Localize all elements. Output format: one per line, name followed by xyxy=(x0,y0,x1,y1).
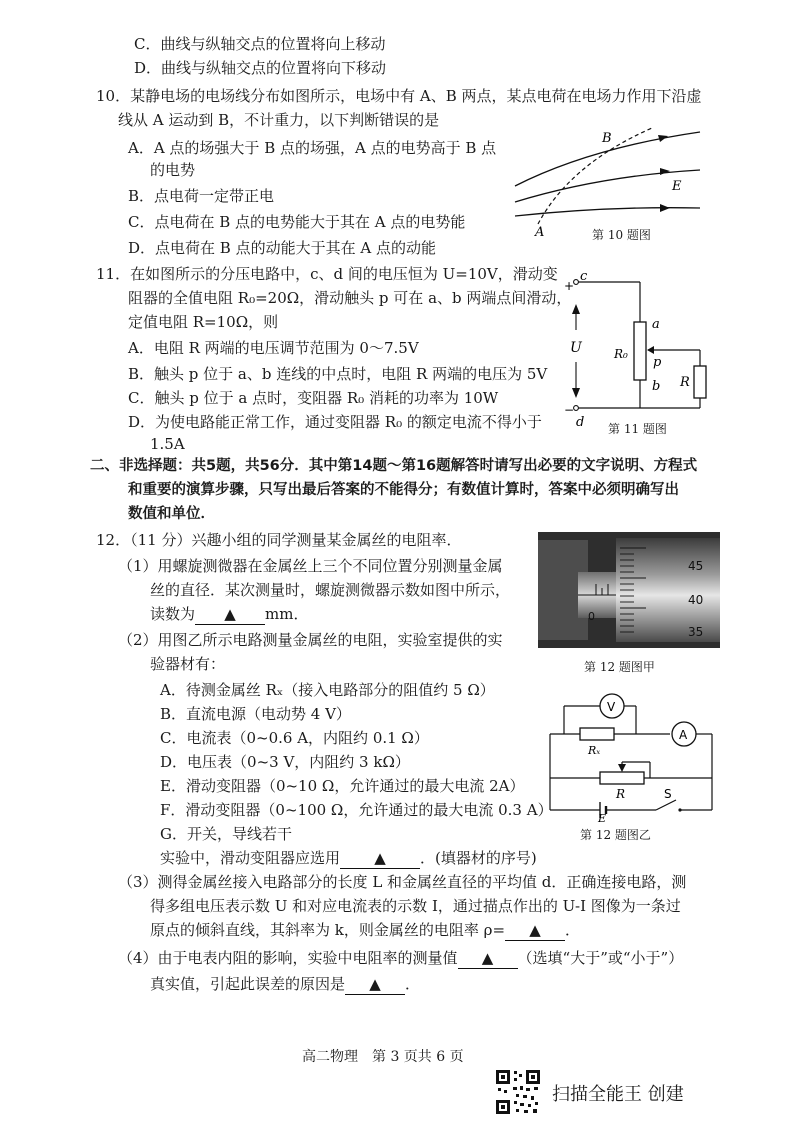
q11-label-p: p xyxy=(653,355,662,370)
slider-arrow-icon xyxy=(647,346,654,354)
arrow-up-icon xyxy=(572,304,580,314)
q12-part3-2: 得多组电压表示数 U 和对应电流表的示数 I，通过描点作出的 U-I 图像为一条过 xyxy=(150,897,681,915)
q10-option-b: B．点电荷一定带正电 xyxy=(128,187,275,205)
q10-option-a-1: A．A 点的场强大于 B 点的场强，A 点的电势高于 B 点 xyxy=(128,139,497,157)
q11-plus: + xyxy=(564,279,575,293)
option-c: C．曲线与纵轴交点的位置将向上移动 xyxy=(134,35,386,53)
section2-line-3: 数值和单位． xyxy=(128,506,215,522)
q12-label-e: E xyxy=(598,812,607,822)
q10-caption: 第 10 题图 xyxy=(592,228,651,242)
q11-label-u: U xyxy=(570,340,582,356)
page-footer: 高二物理 第 3 页共 6 页 xyxy=(302,1049,464,1065)
arrow-icon xyxy=(658,135,668,142)
q10-label-b: B xyxy=(602,131,612,146)
arrow-icon xyxy=(660,204,670,212)
q10-stem-2: 线从 A 运动到 B，不计重力，以下判断错误的是 xyxy=(118,111,440,129)
q10-field-figure xyxy=(510,124,710,242)
q12-label-rx: Rₓ xyxy=(588,744,601,757)
q12-part2-1: （2）用图乙所示电路测量金属丝的电阻，实验室提供的实 xyxy=(118,631,503,649)
equipment-item: B．直流电源（电动势 4 V） xyxy=(160,705,351,723)
q12-part2-end-a: 实验中，滑动变阻器应选用 xyxy=(160,849,341,867)
scanner-watermark: 扫描全能王 创建 xyxy=(552,1084,684,1105)
q11-label-r: R xyxy=(680,375,690,390)
q12-part3-3 xyxy=(150,920,580,941)
equipment-item: D．电压表（0~3 V，内阻约 3 kΩ） xyxy=(160,753,410,771)
q12-label-r: R xyxy=(616,787,626,801)
qr-code-icon xyxy=(494,1068,542,1116)
q12-part1-3a: 读数为 xyxy=(150,605,196,623)
q12-part1-3 xyxy=(150,604,308,625)
answer-blank-5[interactable]: ▲ xyxy=(345,974,405,995)
q12-stem: 12．（11 分）兴趣小组的同学测量某金属丝的电阻率． xyxy=(96,531,462,549)
answer-blank-2[interactable]: ▲ xyxy=(340,848,420,869)
q11-label-b: b xyxy=(652,379,661,394)
q10-stem-1: 10．某静电场的电场线分布如图所示，电场中有 A、B 两点，某点电荷在电场力作用下沿虚 xyxy=(96,87,702,105)
section2-line-1: 二、非选择题：共5题，共56分．其中第14题～第16题解答时请写出必要的文字说明、方程式 xyxy=(90,458,698,474)
q12-part4-2b: ． xyxy=(405,975,421,993)
q11-caption: 第 11 题图 xyxy=(608,422,667,436)
q12-fig-jia-caption: 第 12 题图甲 xyxy=(584,660,655,674)
answer-blank-4[interactable]: ▲ xyxy=(458,948,518,969)
q11-option-d-2: 1.5A xyxy=(150,435,185,453)
q12-part4-2a: 真实值，引起此误差的原因是 xyxy=(150,975,346,993)
q10-option-c: C．点电荷在 B 点的电势能大于其在 A 点的电势能 xyxy=(128,213,466,231)
q11-label-d: d xyxy=(576,415,585,428)
ammeter-icon: A xyxy=(679,728,688,742)
q11-stem-3: 定值电阻 R=10Ω，则 xyxy=(128,313,279,331)
q12-part4-1b: （选填“大于”或“小于”） xyxy=(517,949,684,967)
q12-part4-2 xyxy=(150,974,420,995)
slider-arrow-icon xyxy=(618,764,626,772)
q10-option-a-2: 的电势 xyxy=(150,161,196,179)
equipment-item: A．待测金属丝 Rₓ（接入电路部分的阻值约 5 Ω） xyxy=(160,681,495,699)
q11-minus: − xyxy=(564,403,575,417)
q11-option-b: B．触头 p 位于 a、b 连线的中点时，电阻 R 两端的电压为 5V xyxy=(128,365,548,383)
arrow-down-icon xyxy=(572,388,580,398)
q12-part3-3a: 原点的倾斜直线，其斜率为 k，则金属丝的电阻率 ρ= xyxy=(150,921,506,939)
q12-part1-3b: mm． xyxy=(265,605,309,623)
q12-part4-1a: （4）由于电表内阻的影响，实验中电阻率的测量值 xyxy=(118,949,458,967)
q12-fig-yi-caption: 第 12 题图乙 xyxy=(580,828,651,842)
voltmeter-icon: V xyxy=(607,700,616,714)
equipment-item: E．滑动变阻器（0~10 Ω，允许通过的最大电流 2A） xyxy=(160,777,525,795)
micrometer-mark-45: 45 xyxy=(688,559,704,573)
micrometer-photo xyxy=(538,532,720,648)
q11-stem-1: 11．在如图所示的分压电路中，c、d 间的电压恒为 U=10V，滑动变 xyxy=(96,265,558,283)
q11-stem-2: 阻器的全值电阻 R₀=20Ω，滑动触头 p 可在 a、b 两端点间滑动， xyxy=(128,289,572,307)
equipment-item: C．电流表（0~0.6 A，内阻约 0.1 Ω） xyxy=(160,729,429,747)
q12-part2-end-b: ．(填器材的序号) xyxy=(420,849,537,867)
q12-part2-end xyxy=(160,848,537,869)
q12-label-s: S xyxy=(664,787,672,801)
q10-label-a: A xyxy=(535,225,545,240)
micrometer-mark-40: 40 xyxy=(688,593,704,607)
answer-blank-1[interactable]: ▲ xyxy=(195,604,265,625)
q11-label-r0: R₀ xyxy=(614,347,628,361)
q12-part1-1: （1）用螺旋测微器在金属丝上三个不同位置分别测量金属 xyxy=(118,557,503,575)
q12-part1-2: 丝的直径．某次测量时，螺旋测微器示数如图中所示， xyxy=(150,581,511,599)
arrow-icon xyxy=(660,168,670,175)
q11-option-d-1: D．为使电路能正常工作，通过变阻器 R₀ 的额定电流不得小于 xyxy=(128,413,542,431)
q12-part2-2: 验器材有： xyxy=(150,655,226,673)
equipment-item: F．滑动变阻器（0~100 Ω，允许通过的最大电流 0.3 A） xyxy=(160,801,553,819)
q11-label-a: a xyxy=(652,317,660,332)
micrometer-mark-35: 35 xyxy=(688,625,704,639)
q11-label-c: c xyxy=(580,269,588,284)
option-d: D．曲线与纵轴交点的位置将向下移动 xyxy=(134,59,387,77)
q12-part4-1 xyxy=(118,948,683,969)
q10-label-e: E xyxy=(672,179,682,194)
q11-option-c: C．触头 p 位于 a 点时，变阻器 R₀ 消耗的功率为 10W xyxy=(128,389,499,407)
q11-option-a: A．电阻 R 两端的电压调节范围为 0～7.5V xyxy=(128,339,419,357)
q11-circuit-figure xyxy=(560,268,720,428)
q12-circuit-figure xyxy=(540,690,722,822)
q12-part3-1: （3）测得金属丝接入电路部分的长度 L 和金属丝直径的平均值 d．正确连接电路，测 xyxy=(118,873,687,891)
section2-line-2: 和重要的演算步骤，只写出最后答案的不能得分；有数值计算时，答案中必须明确写出 xyxy=(128,482,679,498)
q10-option-d: D．点电荷在 B 点的动能大于其在 A 点的动能 xyxy=(128,239,436,257)
answer-blank-3[interactable]: ▲ xyxy=(505,920,565,941)
micrometer-mark-0: 0 xyxy=(588,610,595,623)
equipment-item: G．开关，导线若干 xyxy=(160,825,292,843)
q12-part3-3b: ． xyxy=(565,921,581,939)
